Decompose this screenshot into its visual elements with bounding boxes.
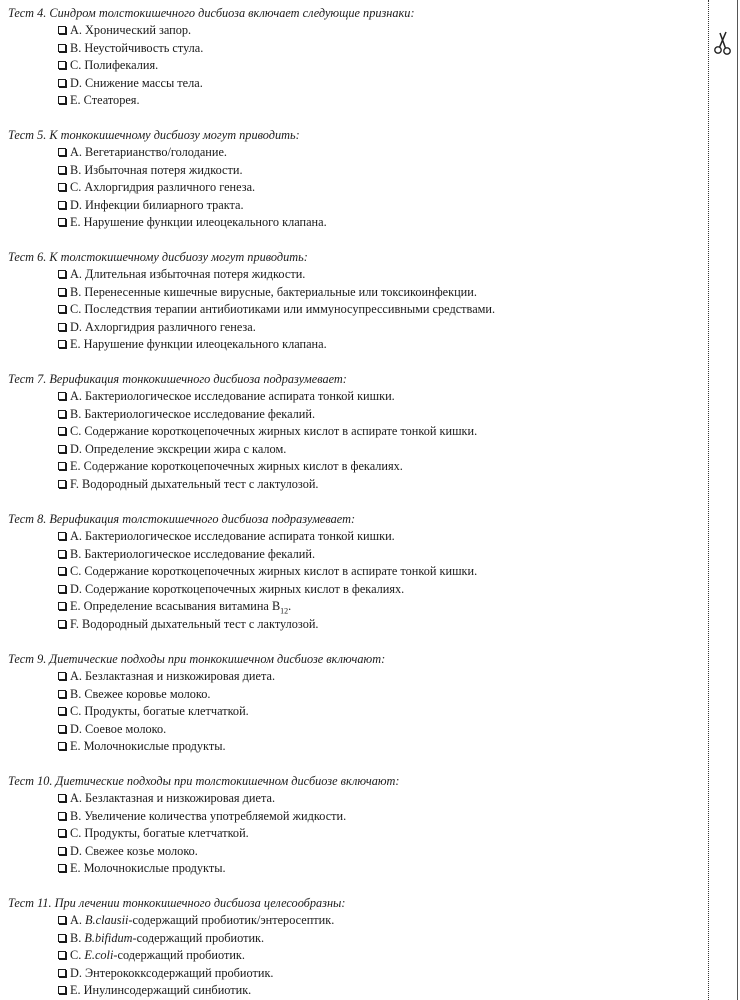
answer-option[interactable]: E. Молочнокислые продукты. [8, 738, 698, 756]
checkbox-icon[interactable] [58, 183, 66, 191]
test-question [8, 772, 698, 878]
option-text: Определение экскреции жира с калом. [85, 441, 287, 456]
option-letter: B [70, 40, 79, 55]
option-letter: F [70, 616, 76, 631]
checkbox-icon[interactable] [58, 44, 66, 52]
option-text: Увеличение количества употребляемой жидкости. [84, 808, 347, 823]
checkbox-icon[interactable] [58, 690, 66, 698]
option-letter: B [70, 284, 79, 299]
answer-option[interactable]: F. Водородный дыхательный тест с лактулозой. [8, 476, 698, 494]
answer-option[interactable]: D. Энтерококксодержащий пробиотик. [8, 965, 698, 983]
option-letter: B [70, 686, 79, 701]
test-question [8, 4, 698, 110]
option-text: Продукты, богатые клетчаткой. [84, 826, 249, 840]
answer-option[interactable]: B. Свежее коровье молоко. [8, 686, 698, 704]
checkbox-icon[interactable] [58, 585, 66, 593]
test-question [8, 248, 698, 354]
answer-option[interactable]: C. Продукты, богатые клетчаткой. [8, 825, 698, 843]
checkbox-icon[interactable] [58, 934, 66, 942]
option-text: Стеаторея. [83, 93, 140, 107]
option-letter: B [70, 808, 79, 823]
checkbox-icon[interactable] [58, 812, 66, 820]
answer-option[interactable]: A. Длительная избыточная потеря жидкости. [8, 266, 698, 284]
option-letter: D [70, 965, 79, 980]
checkbox-icon[interactable] [58, 707, 66, 715]
checkbox-icon[interactable] [58, 26, 66, 34]
option-organism: B.bifidum [84, 930, 133, 945]
answer-option[interactable]: C. Содержание короткоцепочечных жирных кислот в аспирате тонкой кишки. [8, 423, 698, 441]
answer-option[interactable]: D. Свежее козье молоко. [8, 843, 698, 861]
answer-option[interactable]: A. Бактериологическое исследование аспирата тонкой кишки. [8, 388, 698, 406]
checkbox-icon[interactable] [58, 986, 66, 994]
test-question [8, 650, 698, 756]
option-text: Полифекалия. [84, 58, 159, 72]
answer-option[interactable]: D. Содержание короткоцепочечных жирных кислот в фекалиях. [8, 581, 698, 599]
option-letter: F [70, 476, 76, 491]
question-title: Тест 4. Синдром толстокишечного дисбиоза включает следующие признаки: [8, 6, 415, 20]
answer-option[interactable]: D. Снижение массы тела. [8, 75, 698, 93]
answer-option[interactable]: C. Продукты, богатые клетчаткой. [8, 703, 698, 721]
option-letter: B [70, 162, 79, 177]
checkbox-icon[interactable] [58, 445, 66, 453]
checkbox-icon[interactable] [58, 969, 66, 977]
checkbox-icon[interactable] [58, 794, 66, 802]
option-text: Ахлоргидрия различного генеза. [84, 180, 256, 194]
checkbox-icon[interactable] [58, 550, 66, 558]
checkbox-icon[interactable] [58, 96, 66, 104]
option-letter: A [70, 267, 79, 281]
question-title: Тест 11. При лечении тонкокишечного дисбиоза целесообразны: [8, 896, 346, 910]
option-letter: E [70, 459, 78, 473]
checkbox-icon[interactable] [58, 864, 66, 872]
option-letter: C [70, 424, 79, 438]
option-text: Избыточная потеря жидкости. [84, 162, 243, 177]
checkbox-icon[interactable] [58, 288, 66, 296]
option-letter: A [70, 145, 79, 159]
option-text: Соевое молоко. [85, 721, 167, 736]
answer-option[interactable]: C. Содержание короткоцепочечных жирных кислот в аспирате тонкой кишки. [8, 563, 698, 581]
option-letter: C [70, 302, 79, 316]
answer-option[interactable]: B. B.bifidum-содержащий пробиотик. [8, 930, 698, 948]
checkbox-icon[interactable] [58, 323, 66, 331]
option-letter: C [70, 826, 79, 840]
option-text: Определение всасывания витамина B [83, 599, 281, 613]
answer-option[interactable]: A. Бактериологическое исследование аспирата тонкой кишки. [8, 528, 698, 546]
option-text: Молочнокислые продукты. [83, 861, 226, 875]
option-letter: E [70, 599, 78, 613]
option-letter: A [70, 529, 79, 543]
option-text: Инфекции билиарного тракта. [85, 197, 244, 212]
option-text: Содержание короткоцепочечных жирных кислот в аспирате тонкой кишки. [84, 564, 478, 578]
checkbox-icon[interactable] [58, 951, 66, 959]
option-letter: B [70, 406, 79, 421]
answer-option[interactable]: B. Бактериологическое исследование фекалий. [8, 546, 698, 564]
option-letter: E [70, 93, 78, 107]
answer-option[interactable]: E. Содержание короткоцепочечных жирных кислот в фекалиях. [8, 458, 698, 476]
option-letter: C [70, 564, 79, 578]
option-text: Неустойчивость стула. [84, 40, 204, 55]
checkbox-icon[interactable] [58, 410, 66, 418]
option-text: Бактериологическое исследование фекалий. [84, 406, 316, 421]
option-text: Ахлоргидрия различного генеза. [85, 319, 256, 334]
checkbox-icon[interactable] [58, 166, 66, 174]
checkbox-icon[interactable] [58, 602, 66, 610]
option-text: Снижение массы тела. [85, 75, 203, 90]
question-title: Тест 7. Верификация тонкокишечного дисбиоза подразумевает: [8, 372, 347, 386]
checkbox-icon[interactable] [58, 462, 66, 470]
option-text: Инулинсодержащий синбиотик. [83, 983, 252, 997]
answer-option[interactable]: E. Нарушение функции илеоцекального клапана. [8, 214, 698, 232]
checkbox-icon[interactable] [58, 201, 66, 209]
test-question [8, 370, 698, 493]
option-letter: E [70, 983, 78, 997]
checkbox-icon[interactable] [58, 392, 66, 400]
test-question [8, 510, 698, 633]
answer-option[interactable]: E. Нарушение функции илеоцекального клапана. [8, 336, 698, 354]
option-text: Водородный дыхательный тест с лактулозой. [82, 616, 319, 631]
option-text: Бактериологическое исследование аспирата тонкой кишки. [85, 389, 395, 403]
option-letter: A [70, 389, 79, 403]
checkbox-icon[interactable] [58, 742, 66, 750]
checkbox-icon[interactable] [58, 218, 66, 226]
option-text: Хронический запор. [85, 23, 192, 37]
answer-option[interactable]: A. Хронический запор. [8, 22, 698, 40]
option-text: Безлактазная и низкожировая диета. [85, 669, 276, 683]
answer-option[interactable]: B. Неустойчивость стула. [8, 40, 698, 58]
option-letter: D [70, 441, 79, 456]
option-text-end: . [288, 599, 292, 613]
option-letter: E [70, 215, 78, 229]
option-text: Последствия терапии антибиотиками или иммуносупрессивными средствами. [84, 302, 496, 316]
answer-option[interactable]: A. Безлактазная и низкожировая диета. [8, 790, 698, 808]
option-letter: C [70, 58, 79, 72]
option-letter: C [70, 948, 79, 962]
answer-option[interactable]: B. Бактериологическое исследование фекалий. [8, 406, 698, 424]
checkbox-icon[interactable] [58, 567, 66, 575]
option-letter: A [70, 23, 79, 37]
option-text: Бактериологическое исследование фекалий. [84, 546, 316, 561]
page-edge-line [737, 0, 738, 1000]
checkbox-icon[interactable] [58, 847, 66, 855]
option-letter: D [70, 319, 79, 334]
question-title: Тест 5. К тонкокишечному дисбиозу могут приводить: [8, 128, 300, 142]
answer-option[interactable]: C. Полифекалия. [8, 57, 698, 75]
test-question [8, 894, 698, 1000]
option-letter: C [70, 704, 79, 718]
option-letter: D [70, 197, 79, 212]
option-letter: B [70, 546, 79, 561]
answer-option[interactable]: A. Вегетарианство/голодание. [8, 144, 698, 162]
answer-option[interactable]: F. Водородный дыхательный тест с лактулозой. [8, 616, 698, 634]
option-text: -содержащий пробиотик. [113, 948, 245, 962]
answer-option[interactable]: C. E.coli-содержащий пробиотик. [8, 947, 698, 965]
checkbox-icon[interactable] [58, 305, 66, 313]
checkbox-icon[interactable] [58, 620, 66, 628]
answer-option[interactable]: B. Перенесенные кишечные вирусные, бактериальные или токсикоинфекции. [8, 284, 698, 302]
option-text: Водородный дыхательный тест с лактулозой. [82, 476, 319, 491]
option-text: -содержащий пробиотик. [132, 930, 265, 945]
checkbox-icon[interactable] [58, 61, 66, 69]
test-question [8, 126, 698, 232]
option-text: Содержание короткоцепочечных жирных кислот в аспирате тонкой кишки. [84, 424, 478, 438]
option-text: Бактериологическое исследование аспирата тонкой кишки. [85, 529, 395, 543]
checkbox-icon[interactable] [58, 79, 66, 87]
option-letter: D [70, 721, 79, 736]
option-text: Содержание короткоцепочечных жирных кислот в фекалиях. [83, 459, 403, 473]
option-text: Энтерококксодержащий пробиотик. [85, 965, 274, 980]
answer-option[interactable]: A. Безлактазная и низкожировая диета. [8, 668, 698, 686]
option-text: Нарушение функции илеоцекального клапана. [83, 337, 327, 351]
checkbox-icon[interactable] [58, 672, 66, 680]
option-letter: A [70, 791, 79, 805]
option-letter: A [70, 669, 79, 683]
answer-option[interactable]: D. Определение экскреции жира с калом. [8, 441, 698, 459]
answer-option[interactable]: D. Ахлоргидрия различного генеза. [8, 319, 698, 337]
cut-line [708, 0, 709, 1000]
checkbox-icon[interactable] [58, 725, 66, 733]
checkbox-icon[interactable] [58, 532, 66, 540]
option-text: Безлактазная и низкожировая диета. [85, 791, 276, 805]
answer-option[interactable]: B. Избыточная потеря жидкости. [8, 162, 698, 180]
question-title: Тест 6. К толстокишечному дисбиозу могут приводить: [8, 250, 308, 264]
option-text: Содержание короткоцепочечных жирных кислот в фекалиях. [85, 581, 405, 596]
answer-option[interactable]: D. Соевое молоко. [8, 721, 698, 739]
scissors-icon [712, 30, 734, 56]
option-text: Вегетарианство/голодание. [85, 145, 227, 159]
question-title: Тест 10. Диетические подходы при толстокишечном дисбиозе включают: [8, 774, 400, 788]
checkbox-icon[interactable] [58, 340, 66, 348]
option-letter: E [70, 861, 78, 875]
option-letter: C [70, 180, 79, 194]
option-letter: E [70, 739, 78, 753]
checkbox-icon[interactable] [58, 148, 66, 156]
question-title: Тест 8. Верификация толстокишечного дисбиоза подразумевает: [8, 512, 356, 526]
answer-option[interactable]: A. B.clausii-содержащий пробиотик/энтеросептик. [8, 912, 698, 930]
option-letter: D [70, 581, 79, 596]
option-text: -содержащий пробиотик/энтеросептик. [128, 913, 335, 927]
option-organism: E.coli [84, 948, 114, 962]
option-text: Молочнокислые продукты. [83, 739, 226, 753]
answer-option[interactable]: E. Определение всасывания витамина $B_{12}$. [8, 598, 698, 616]
answer-option[interactable]: C. Последствия терапии антибиотиками или иммуносупрессивными средствами. [8, 301, 698, 319]
answer-option[interactable]: E. Инулинсодержащий синбиотик. [8, 982, 698, 1000]
option-letter: B [70, 930, 79, 945]
option-text: Длительная избыточная потеря жидкости. [85, 267, 306, 281]
checkbox-icon[interactable] [58, 916, 66, 924]
answer-option[interactable]: D. Инфекции билиарного тракта. [8, 197, 698, 215]
option-text: Перенесенные кишечные вирусные, бактериальные или токсикоинфекции. [84, 284, 477, 299]
answer-option[interactable]: E. Молочнокислые продукты. [8, 860, 698, 878]
option-text: Свежее коровье молоко. [84, 686, 211, 701]
checkbox-icon[interactable] [58, 427, 66, 435]
option-subscript: 12 [280, 606, 289, 616]
answer-option[interactable]: E. Стеаторея. [8, 92, 698, 110]
option-letter: E [70, 337, 78, 351]
option-letter: D [70, 75, 79, 90]
answer-option[interactable]: C. Ахлоргидрия различного генеза. [8, 179, 698, 197]
option-text: Продукты, богатые клетчаткой. [84, 704, 249, 718]
checkbox-icon[interactable] [58, 829, 66, 837]
question-title: Тест 9. Диетические подходы при тонкокишечном дисбиозе включают: [8, 652, 386, 666]
option-letter: A [70, 913, 79, 927]
checkbox-icon[interactable] [58, 480, 66, 488]
checkbox-icon[interactable] [58, 270, 66, 278]
option-text: Нарушение функции илеоцекального клапана. [83, 215, 327, 229]
answer-option[interactable]: B. Увеличение количества употребляемой жидкости. [8, 808, 698, 826]
option-text: Свежее козье молоко. [85, 843, 198, 858]
option-letter: D [70, 843, 79, 858]
option-organism: B.clausii [85, 913, 129, 927]
